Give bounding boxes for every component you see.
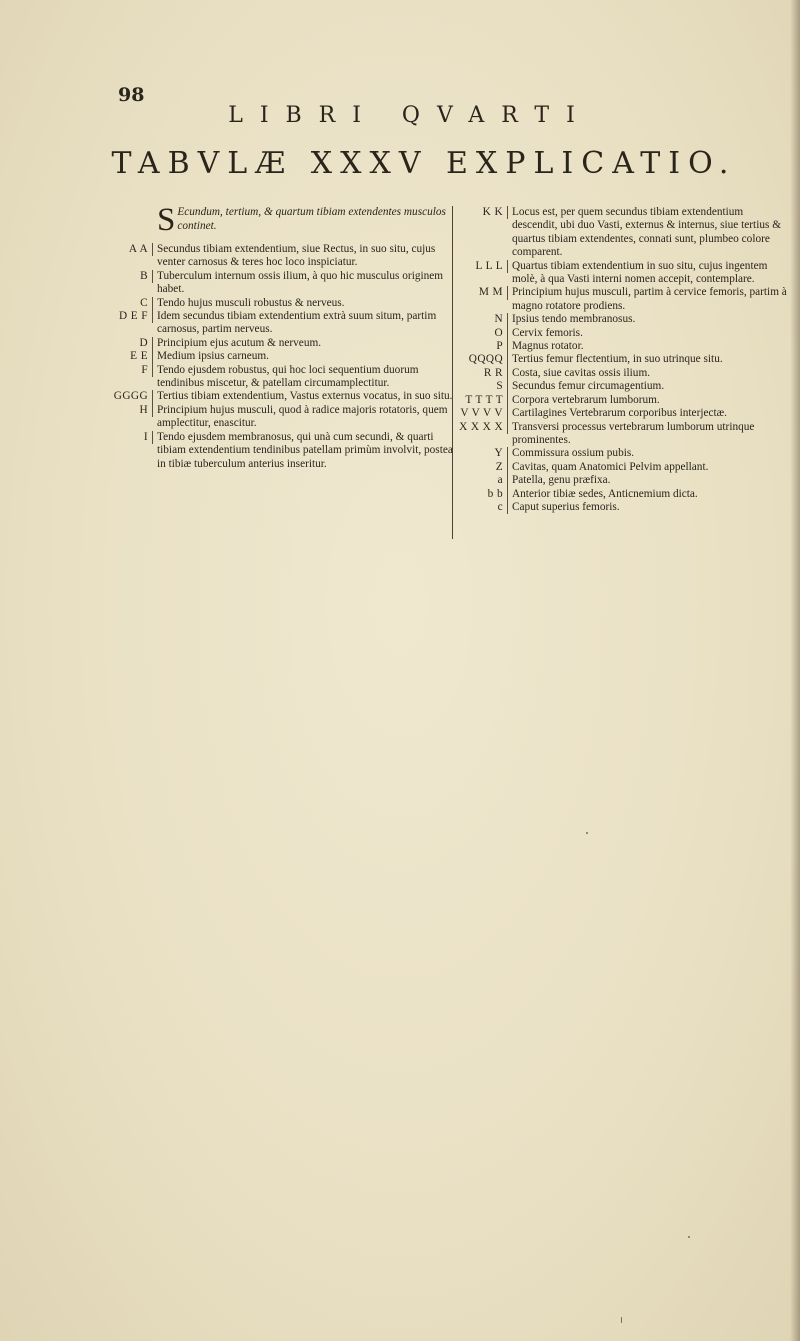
legend-description: Tertius tibiam extendentium, Vastus externus vocatus, in suo situ. [157, 390, 453, 403]
intro-paragraph [157, 202, 452, 238]
legend-entry [456, 353, 796, 366]
legend-description: Corpora vertebrarum lumborum. [512, 393, 660, 406]
drop-capital: S [157, 202, 176, 238]
legend-entry [100, 337, 455, 350]
legend-description: Patella, genu præfixa. [512, 474, 611, 487]
legend-key: K K [456, 206, 508, 219]
legend-description: Principium hujus musculi, quod à radice majoris rotatoris, quem amplectitur, enascitur. [157, 403, 448, 430]
legend-entry [100, 404, 455, 431]
legend-description: Locus est, per quem secundus tibiam extendentium descendit, ubi duo Vasti, externus & internus, siue tertius & quartus tibiam extendentes, connati sunt, plumbeo colore comparent. [512, 206, 781, 259]
legend-entry [456, 394, 796, 407]
legend-description: Cavitas, quam Anatomici Pelvim appellant. [512, 460, 709, 473]
legend-description: Cervix femoris. [512, 326, 583, 339]
legend-entry [456, 447, 796, 460]
legend-description: Tertius femur flectentium, in suo utrinque situ. [512, 353, 723, 366]
legend-key: P [456, 340, 508, 353]
legend-key: I [100, 431, 153, 444]
legend-entry [456, 286, 796, 313]
legend-key: a [456, 474, 508, 487]
legend-entry [100, 310, 455, 337]
legend-entry [100, 270, 455, 297]
legend-description: Transversi processus vertebrarum lumborum utrinque prominentes. [512, 420, 755, 446]
legend-key: T T T T [456, 394, 508, 407]
legend-key: H [100, 404, 153, 417]
legend-description: Secundus tibiam extendentium, siue Rectus, in suo situ, cujus venter carnosus & teres hoc loco inspiciatur. [157, 243, 436, 269]
legend-description: Caput superius femoris. [512, 500, 620, 513]
legend-key: L L L [456, 260, 508, 273]
legend-entry [100, 350, 455, 363]
legend-key: V V V V [456, 407, 508, 420]
legend-key: E E [100, 350, 153, 363]
right-legend-list [456, 206, 796, 514]
intro-text: Ecundum, tertium, & quartum tibiam extendentes musculos continet. [177, 206, 446, 232]
legend-description: Principium hujus musculi, partim à cervice femoris, partim à magno rotatore prodiens. [512, 286, 787, 312]
right-column [456, 206, 796, 514]
legend-description: Commissura ossium pubis. [512, 447, 635, 460]
book-title: LIBRI QVARTI [228, 103, 592, 128]
legend-entry [100, 390, 455, 403]
legend-key: QQQQ [456, 353, 508, 366]
legend-entry [456, 474, 796, 487]
paper-speck [586, 832, 588, 834]
legend-entry [456, 380, 796, 393]
page-number: 98 [118, 84, 145, 106]
legend-key: R R [456, 367, 508, 380]
legend-key: S [456, 380, 508, 393]
page-edge-shadow [790, 0, 800, 1341]
legend-key: A A [100, 243, 153, 256]
table-title: TABVLÆ XXXV EXPLICATIO. [111, 146, 737, 181]
legend-key: c [456, 501, 508, 514]
legend-description: Tendo ejusdem membranosus, qui unà cum secundi, & quarti tibiam extendentium tendinibus patellam primùm involvit, postea in tibiæ tuberculum anterius inseritur. [157, 430, 453, 470]
legend-entry [100, 364, 455, 391]
legend-entry [456, 327, 796, 340]
legend-description: Tendo hujus musculi robustus & nerveus. [157, 296, 345, 309]
legend-key: O [456, 327, 508, 340]
legend-entry [100, 431, 455, 471]
legend-description: Tendo ejusdem robustus, qui hoc loci sequentium duorum tendinibus miscetur, & patellam circumamplectitur. [157, 363, 419, 390]
legend-entry [100, 243, 455, 270]
legend-description: Magnus rotator. [512, 340, 584, 353]
left-column [100, 202, 455, 471]
legend-key: Y [456, 447, 508, 460]
legend-key: F [100, 364, 153, 377]
legend-key: GGGG [100, 390, 153, 403]
legend-entry [456, 340, 796, 353]
legend-key: N [456, 313, 508, 326]
legend-description: Quartus tibiam extendentium in suo situ, cujus ingentem molè, à qua Vasti interni nomen accepit, contemplare. [512, 259, 768, 286]
paper-speck [621, 1317, 622, 1323]
legend-key: b b [456, 488, 508, 501]
legend-description: Principium ejus acutum & nerveum. [157, 336, 322, 349]
legend-entry [456, 488, 796, 501]
legend-key: C [100, 297, 153, 310]
legend-key: X X X X [456, 421, 508, 434]
legend-key: D E F [100, 310, 153, 323]
legend-entry [456, 313, 796, 326]
legend-entry [456, 421, 796, 448]
left-legend-list [100, 243, 455, 471]
legend-key: B [100, 270, 153, 283]
legend-key: Z [456, 461, 508, 474]
legend-entry [456, 407, 796, 420]
legend-entry [456, 260, 796, 287]
legend-entry [100, 297, 455, 310]
legend-description: Medium ipsius carneum. [157, 350, 270, 363]
legend-entry [456, 367, 796, 380]
paper-speck [688, 1236, 690, 1238]
legend-description: Idem secundus tibiam extendentium extrà suum situm, partim carnosus, partim nerveus. [157, 310, 437, 336]
legend-description: Cartilagines Vertebrarum corporibus interjectæ. [512, 407, 727, 420]
legend-entry [456, 501, 796, 514]
legend-description: Tuberculum internum ossis ilium, à quo hic musculus originem habet. [157, 269, 444, 296]
legend-entry [456, 461, 796, 474]
legend-description: Anterior tibiæ sedes, Anticnemium dicta. [512, 487, 698, 500]
legend-entry [456, 206, 796, 260]
legend-description: Costa, siue cavitas ossis ilium. [512, 366, 651, 379]
legend-key: D [100, 337, 153, 350]
legend-key: M M [456, 286, 508, 299]
legend-description: Ipsius tendo membranosus. [512, 313, 636, 326]
legend-description: Secundus femur circumagentium. [512, 380, 665, 393]
